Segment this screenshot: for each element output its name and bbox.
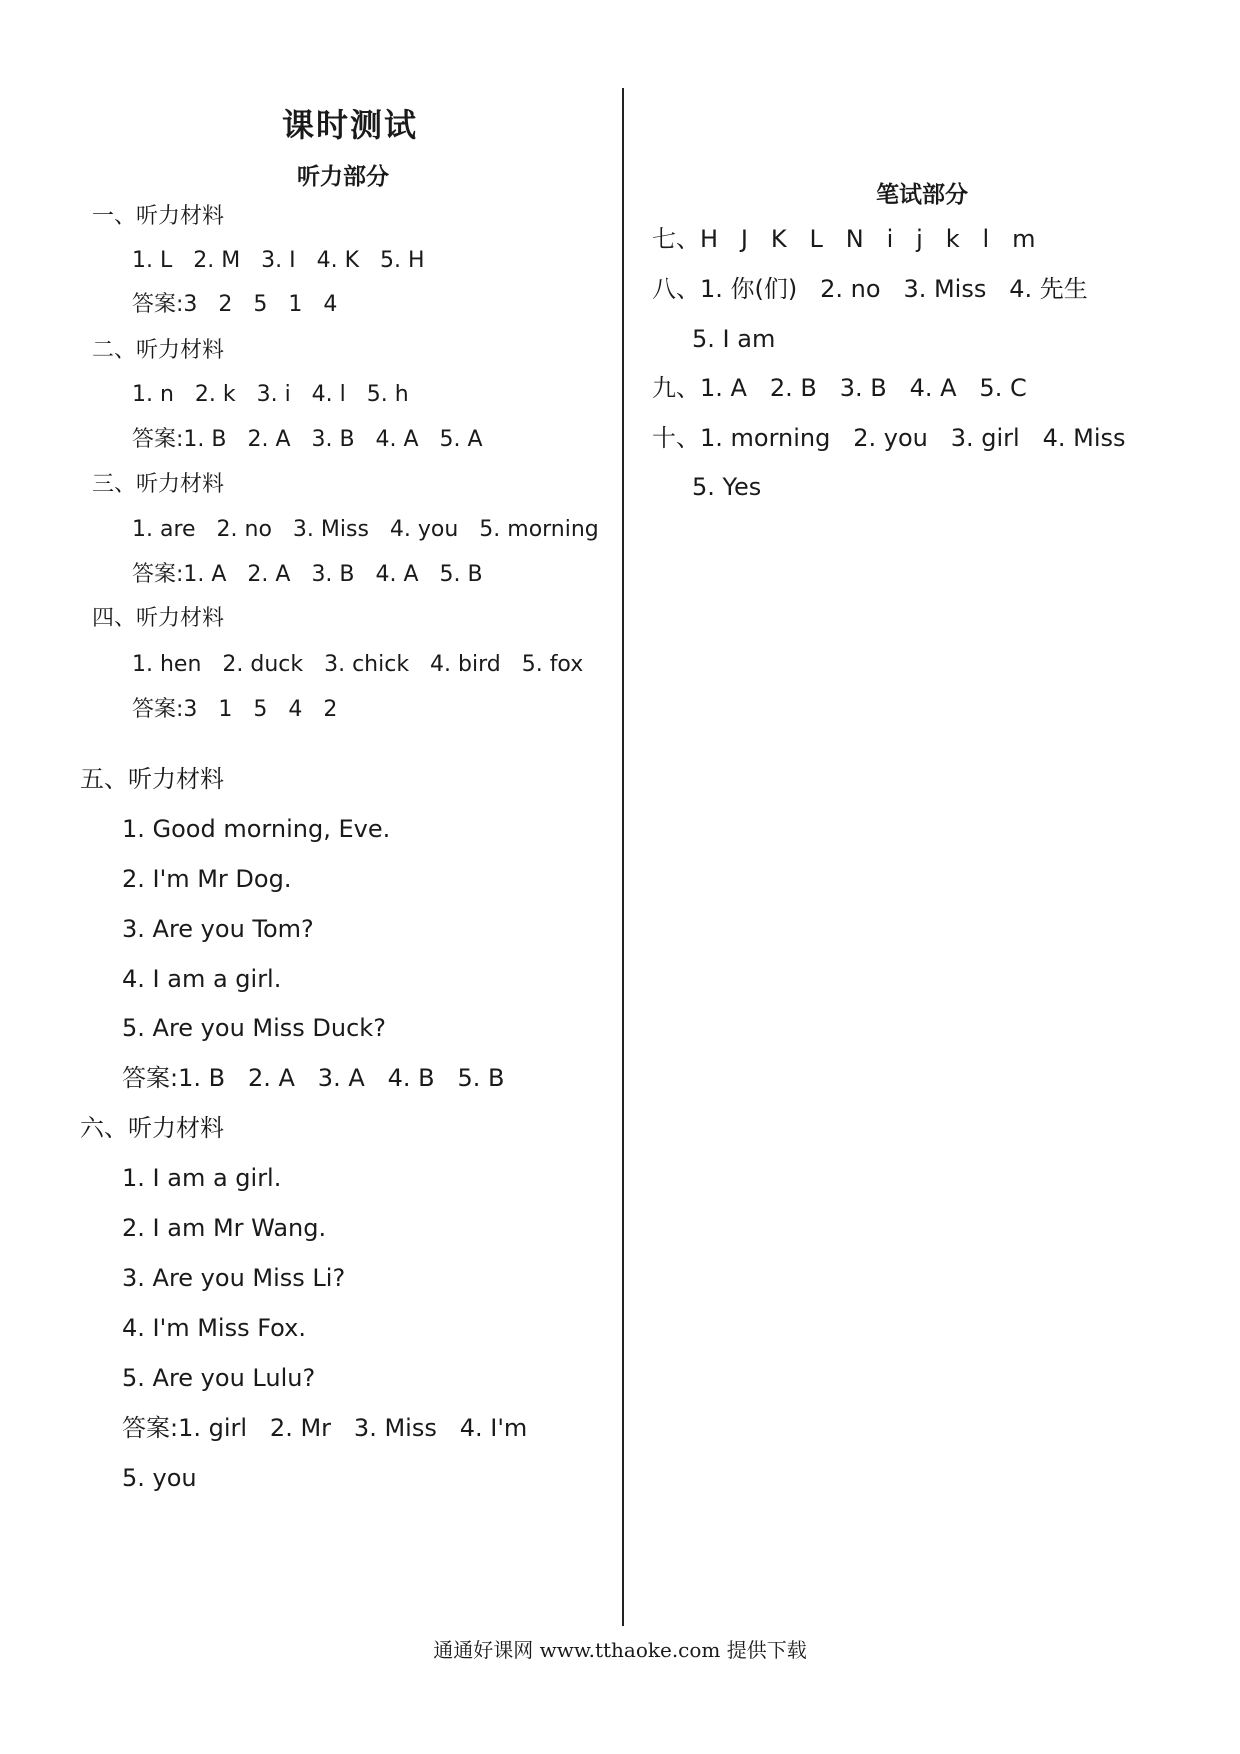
section-5-line-3: 3. Are you Tom? [122, 915, 314, 943]
section-6-label: 六、听力材料 [80, 1114, 224, 1142]
section-5-line-5: 5. Are you Miss Duck? [122, 1014, 386, 1042]
section-1-label: 一、听力材料 [92, 204, 225, 229]
section-4-label: 四、听力材料 [92, 606, 225, 631]
section-6-line-5: 5. Are you Lulu? [122, 1364, 316, 1392]
section-6-line-4: 4. I'm Miss Fox. [122, 1314, 306, 1342]
section-6-line-1: 1. I am a girl. [122, 1164, 282, 1192]
section-3-label: 三、听力材料 [92, 472, 225, 497]
section-8: 八、1. 你(们) 2. no 3. Miss 4. 先生 [652, 275, 1088, 303]
section-1-answer: 答案:3 2 5 1 4 [132, 292, 338, 317]
section-5-answer: 答案:1. B 2. A 3. A 4. B 5. B [122, 1064, 505, 1092]
section-10: 十、1. morning 2. you 3. girl 4. Miss [652, 424, 1126, 452]
page-title: 课时测试 [281, 106, 418, 144]
section-6-line-3: 3. Are you Miss Li? [122, 1264, 346, 1292]
listening-heading: 听力部分 [297, 164, 389, 190]
column-divider [622, 88, 624, 1626]
section-5-label: 五、听力材料 [80, 765, 224, 793]
section-2-answer: 答案:1. B 2. A 3. B 4. A 5. A [132, 427, 483, 452]
section-4-items: 1. hen 2. duck 3. chick 4. bird 5. fox [132, 652, 584, 677]
section-3-items: 1. are 2. no 3. Miss 4. you 5. morning [132, 517, 599, 542]
section-5-line-2: 2. I'm Mr Dog. [122, 865, 292, 893]
section-5-line-1: 1. Good morning, Eve. [122, 815, 391, 843]
section-1-items: 1. L 2. M 3. I 4. K 5. H [132, 248, 425, 273]
section-6-answer-cont: 5. you [122, 1464, 197, 1492]
footer-source: 通通好课网 www.tthaoke.com 提供下载 [433, 1638, 807, 1662]
section-4-answer: 答案:3 1 5 4 2 [132, 697, 338, 722]
section-6-line-2: 2. I am Mr Wang. [122, 1214, 327, 1242]
section-9: 九、1. A 2. B 3. B 4. A 5. C [652, 374, 1027, 402]
section-3-answer: 答案:1. A 2. A 3. B 4. A 5. B [132, 562, 483, 587]
section-7: 七、H J K L N i j k l m [652, 225, 1036, 253]
section-2-items: 1. n 2. k 3. i 4. l 5. h [132, 382, 409, 407]
section-8-cont: 5. I am [692, 325, 776, 353]
section-6-answer: 答案:1. girl 2. Mr 3. Miss 4. I'm [122, 1414, 528, 1442]
written-heading: 笔试部分 [876, 182, 968, 208]
section-10-cont: 5. Yes [692, 473, 762, 501]
section-2-label: 二、听力材料 [92, 338, 225, 363]
section-5-line-4: 4. I am a girl. [122, 965, 282, 993]
